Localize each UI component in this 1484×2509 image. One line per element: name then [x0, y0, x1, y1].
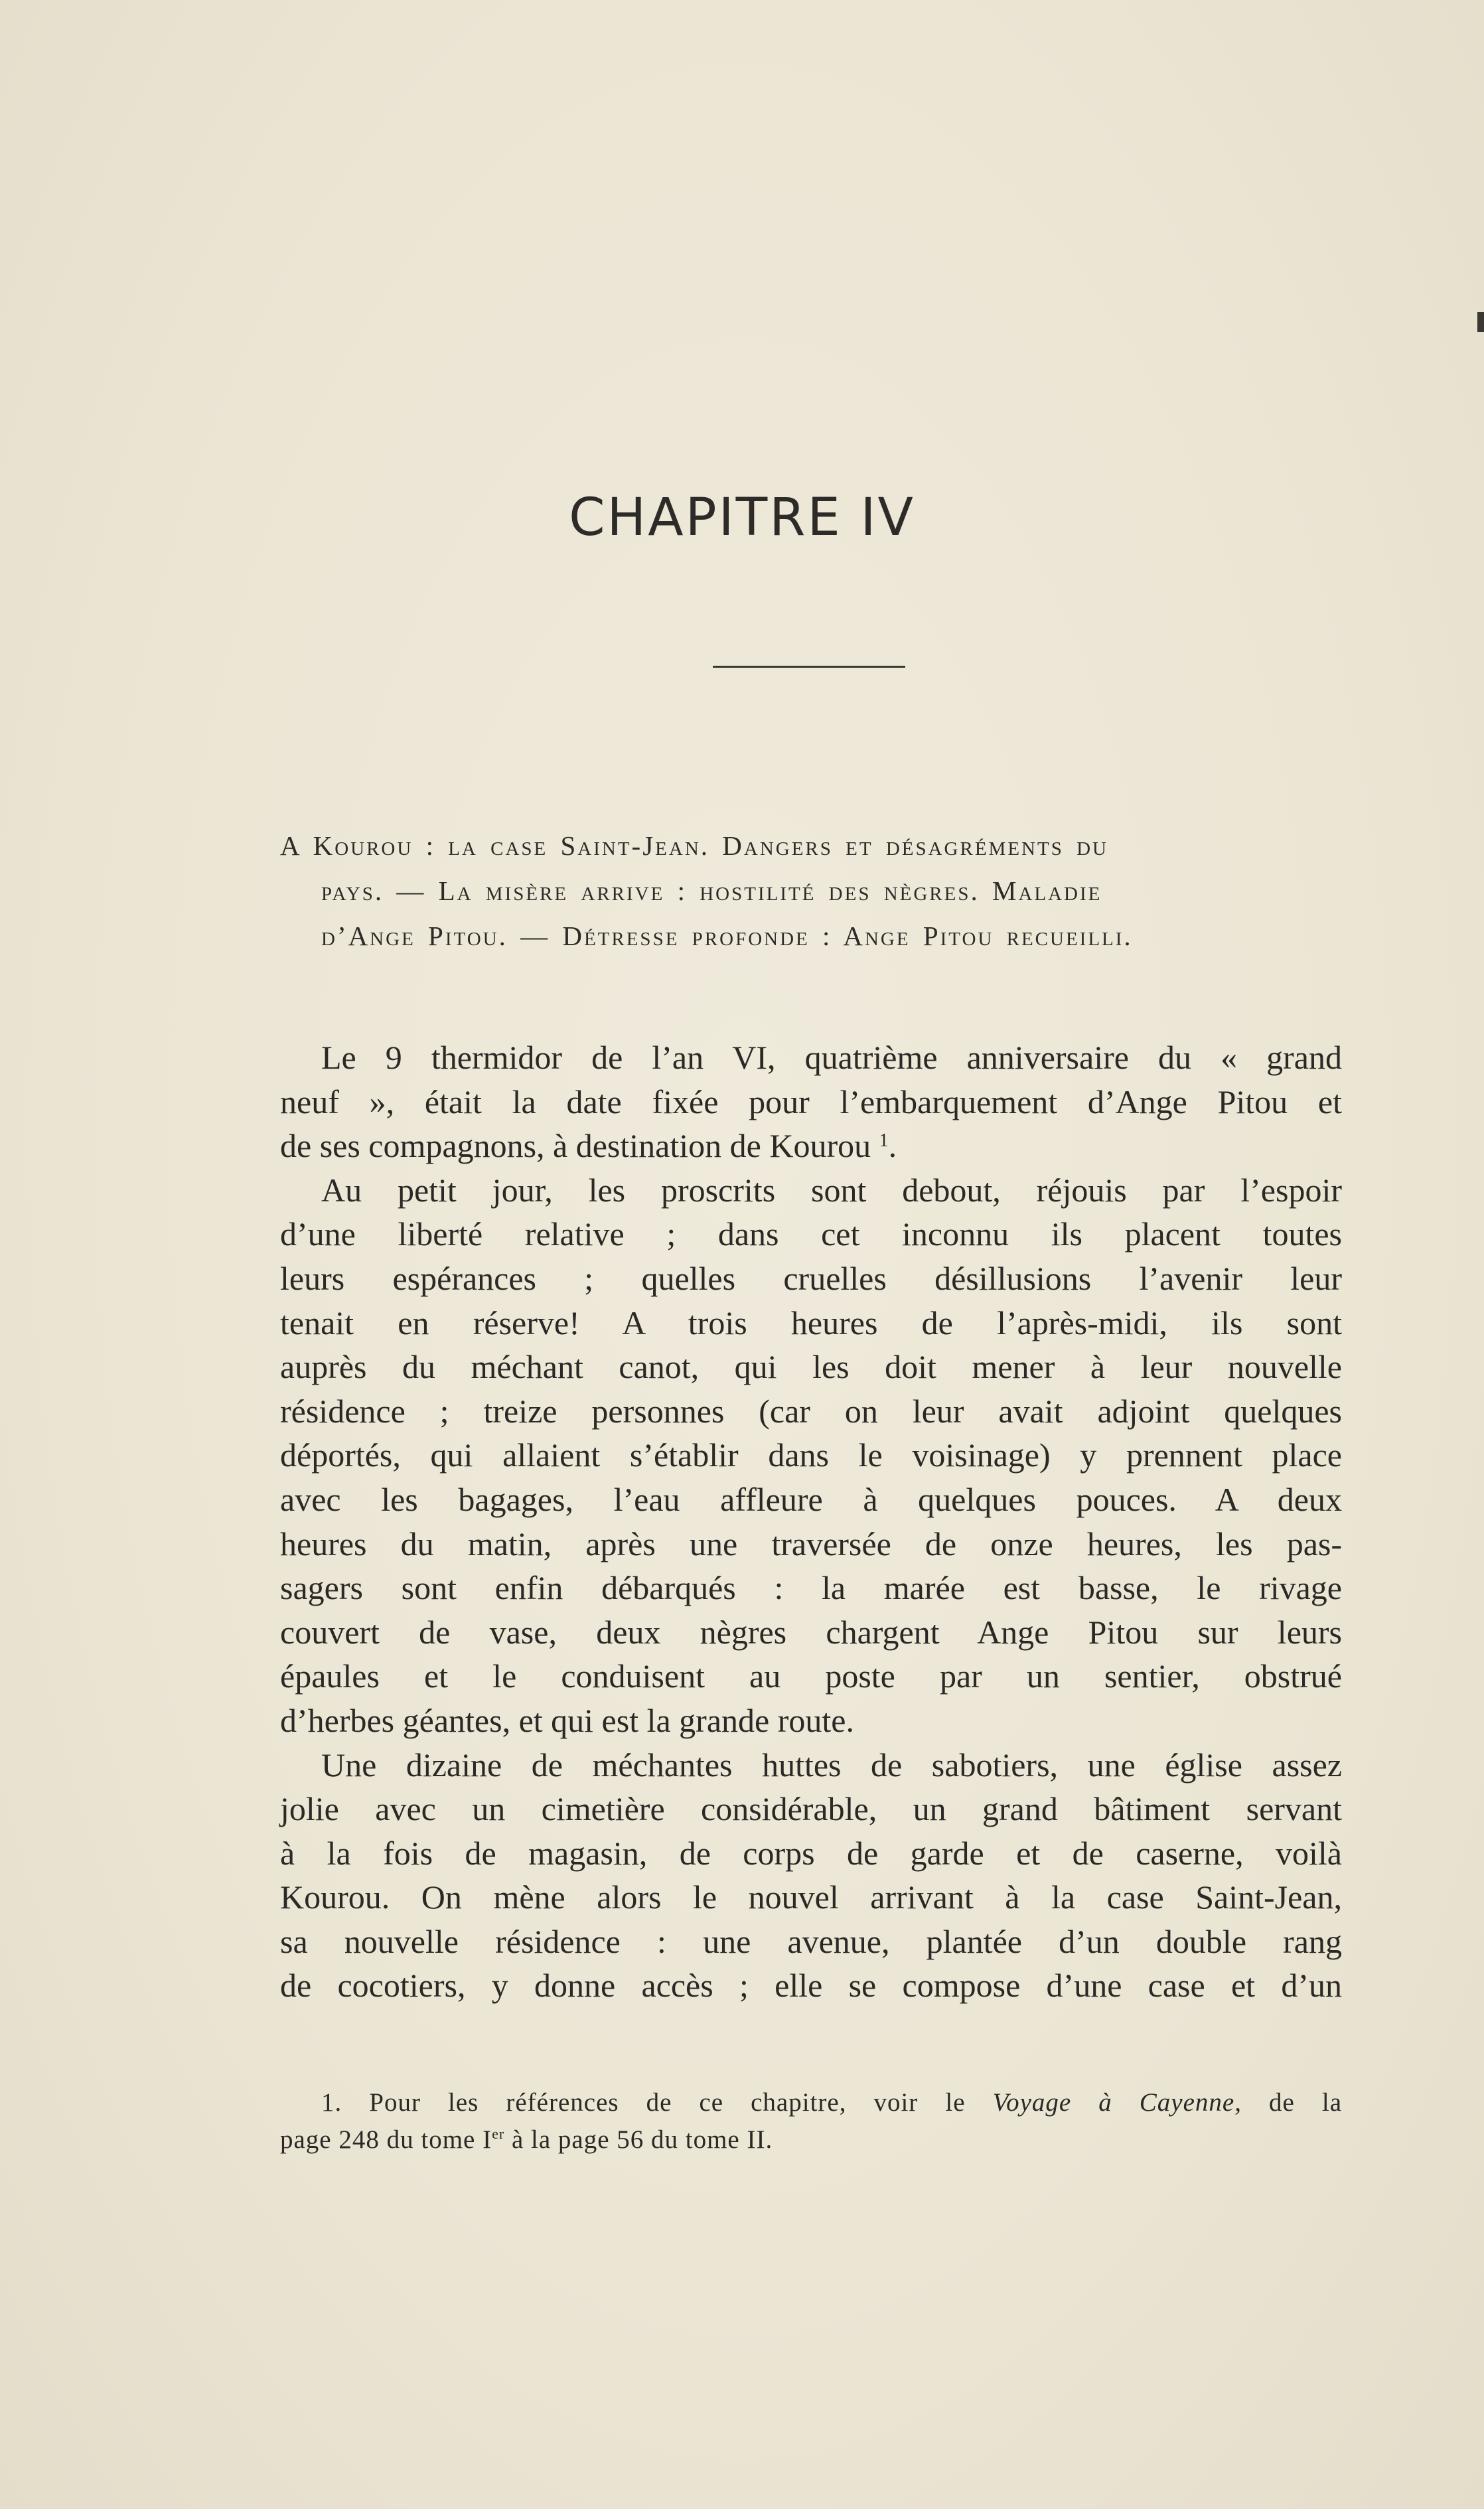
footnote-book-title: Voyage à Cayenne, [992, 2088, 1242, 2117]
text-line: épaules et le conduisent au poste par un sentier, obstrué [280, 1657, 1342, 1695]
chapter-body [280, 1035, 1342, 2008]
text-line: de cocotiers, y donne accès ; elle se compose d’une case et d’un [280, 1967, 1342, 2005]
text-line: résidence ; treize personnes (car on leur avait adjoint quelques [280, 1392, 1342, 1430]
footnote-reference[interactable]: 1 [879, 1130, 889, 1152]
summary-line: A Kourou : la case Saint-Jean. Dangers et désagréments du [280, 830, 1108, 861]
text-line: d’herbes géantes, et qui est la grande route. [280, 1701, 854, 1739]
footnote-line [280, 2121, 1342, 2159]
text-line: heures du matin, après une traversée de onze heures, les pas- [280, 1525, 1342, 1562]
text-line: d’une liberté relative ; dans cet inconnu ils placent toutes [280, 1215, 1342, 1253]
paragraph-1 [280, 1035, 1342, 1168]
text-line [280, 1124, 1342, 1168]
text-fragment: . [888, 1127, 897, 1165]
footnote-text: de la [1269, 2088, 1343, 2117]
text-line: leurs espérances ; quelles cruelles désillusions l’avenir leur [280, 1259, 1342, 1297]
text-line: avec les bagages, l’eau affleure à quelques pouces. A deux [280, 1480, 1342, 1518]
text-line: jolie avec un cimetière considérable, un grand bâtiment servant [280, 1790, 1342, 1828]
summary-line: pays. — La misère arrive : hostilité des nègres. Maladie [321, 875, 1102, 906]
paragraph-2 [280, 1168, 1342, 1743]
title-divider [713, 666, 905, 668]
chapter-title: CHAPITRE IV [569, 488, 915, 548]
text-line: auprès du méchant canot, qui les doit mener à leur nouvelle [280, 1348, 1342, 1386]
footnote-line [280, 2084, 1342, 2121]
text-line: sagers sont enfin débarqués : la marée est basse, le rivage [280, 1569, 1342, 1607]
text-line: couvert de vase, deux nègres chargent Ange Pitou sur leurs [280, 1613, 1342, 1651]
paragraph-3 [280, 1743, 1342, 2009]
text-line: Au petit jour, les proscrits sont debout, réjouis par l’espoir [321, 1171, 1342, 1209]
text-line: neuf », était la date fixée pour l’embarquement d’Ange Pitou et [280, 1083, 1342, 1120]
text-line: Kourou. On mène alors le nouvel arrivant à la case Saint-Jean, [280, 1878, 1342, 1916]
text-fragment: de ses compagnons, à destination de Kourou [280, 1127, 871, 1165]
text-line: à la fois de magasin, de corps de garde et de caserne, voilà [280, 1834, 1342, 1872]
text-line: sa nouvelle résidence : une avenue, plantée d’un double rang [280, 1922, 1342, 1960]
text-line: tenait en réserve! A trois heures de l’après-midi, ils sont [280, 1304, 1342, 1341]
footnote-text: page 248 du tome I [280, 2125, 492, 2154]
chapter-summary [280, 823, 1342, 958]
text-line: Une dizaine de méchantes huttes de sabotiers, une église assez [321, 1746, 1342, 1784]
footnote-text: Pour les références de ce chapitre, voir le [369, 2088, 966, 2117]
footnote [280, 2084, 1342, 2159]
footnote-superscript: er [492, 2125, 505, 2142]
summary-line: d’Ange Pitou. — Détresse profonde : Ange Pitou recueilli. [321, 921, 1133, 951]
page-edge-mark [1477, 312, 1484, 332]
footnote-text: à la page 56 du tome II. [504, 2125, 773, 2154]
footnote-number: 1. [321, 2088, 342, 2117]
text-line: déportés, qui allaient s’établir dans le voisinage) y prennent place [280, 1436, 1342, 1474]
text-line: Le 9 thermidor de l’an VI, quatrième anniversaire du « grand [321, 1039, 1342, 1076]
